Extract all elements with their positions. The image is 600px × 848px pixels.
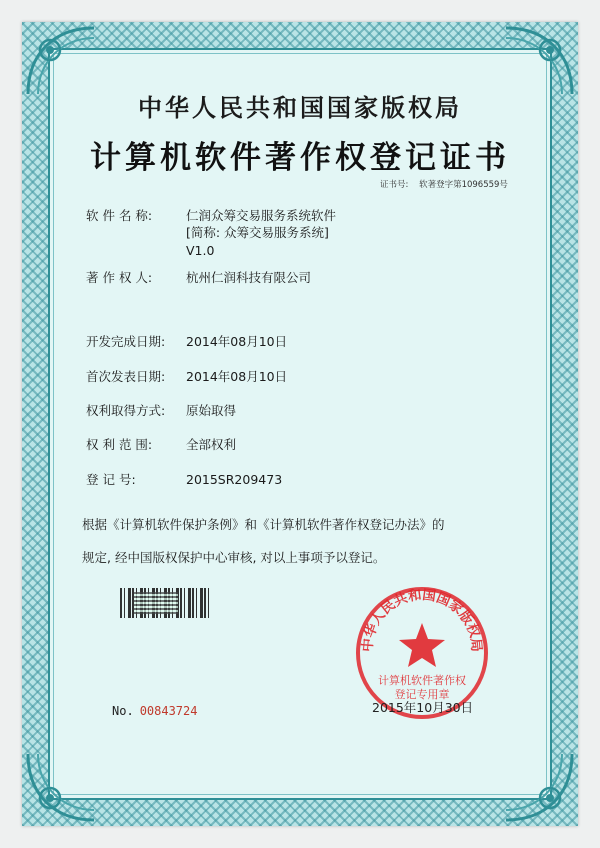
serial-label: No. [112, 704, 134, 718]
star-icon [399, 623, 445, 667]
software-short-name: [简称: 众筹交易服务系统] [186, 225, 329, 240]
issue-date: 2015年10月30日 [372, 700, 474, 715]
certificate-number-value: 软著登字第1096559号 [419, 180, 508, 190]
completion-date-value: 2014年08月10日 [186, 334, 288, 349]
field-owner [86, 268, 311, 286]
field-completion-date [86, 332, 287, 350]
field-scope [86, 435, 236, 453]
seal-line-1: 计算机软件著作权 [378, 674, 466, 687]
field-acquire-method [86, 401, 236, 419]
publish-date-label: 首次发表日期: [86, 369, 166, 384]
software-name-value: 仁润众筹交易服务系统软件 [186, 208, 337, 223]
seal-line-2: 登记专用章 [394, 688, 450, 701]
scope-value: 全部权利 [186, 437, 237, 452]
software-name-label: 软 件 名 称: [86, 208, 153, 223]
serial-value: 00843724 [139, 704, 198, 718]
software-version: V1.0 [186, 243, 215, 258]
seal-ring-text: 中华人民共和国国家版权局 [359, 587, 485, 653]
acquire-method-value: 原始取得 [186, 403, 237, 418]
certificate-number-label: 证书号: [380, 180, 409, 190]
corner-ornament-icon [502, 750, 576, 824]
certificate-number [380, 178, 508, 190]
corner-ornament-icon [24, 24, 98, 98]
registration-number-value: 2015SR209473 [186, 472, 283, 487]
field-software-name [86, 206, 336, 260]
corner-ornament-icon [24, 750, 98, 824]
registration-number-label: 登 记 号: [86, 472, 136, 487]
owner-label: 著 作 权 人: [86, 270, 153, 285]
field-publish-date [86, 367, 287, 385]
publish-date-value: 2014年08月10日 [186, 369, 288, 384]
scope-label: 权 利 范 围: [86, 437, 153, 452]
certificate-title: 计算机软件著作权登记证书 [90, 140, 510, 176]
field-registration-number [86, 470, 282, 488]
acquire-method-label: 权利取得方式: [86, 403, 166, 418]
statement-line-2: 规定, 经中国版权保护中心审核, 对以上事项予以登记。 [82, 550, 386, 565]
barcode-icon [120, 588, 212, 618]
issuer-title: 中华人民共和国国家版权局 [138, 94, 462, 122]
corner-ornament-icon [502, 24, 576, 98]
statement-line-1: 根据《计算机软件保护条例》和《计算机软件著作权登记办法》的 [82, 517, 445, 532]
completion-date-label: 开发完成日期: [86, 334, 166, 349]
serial-number [112, 704, 197, 718]
owner-value: 杭州仁润科技有限公司 [186, 270, 312, 285]
